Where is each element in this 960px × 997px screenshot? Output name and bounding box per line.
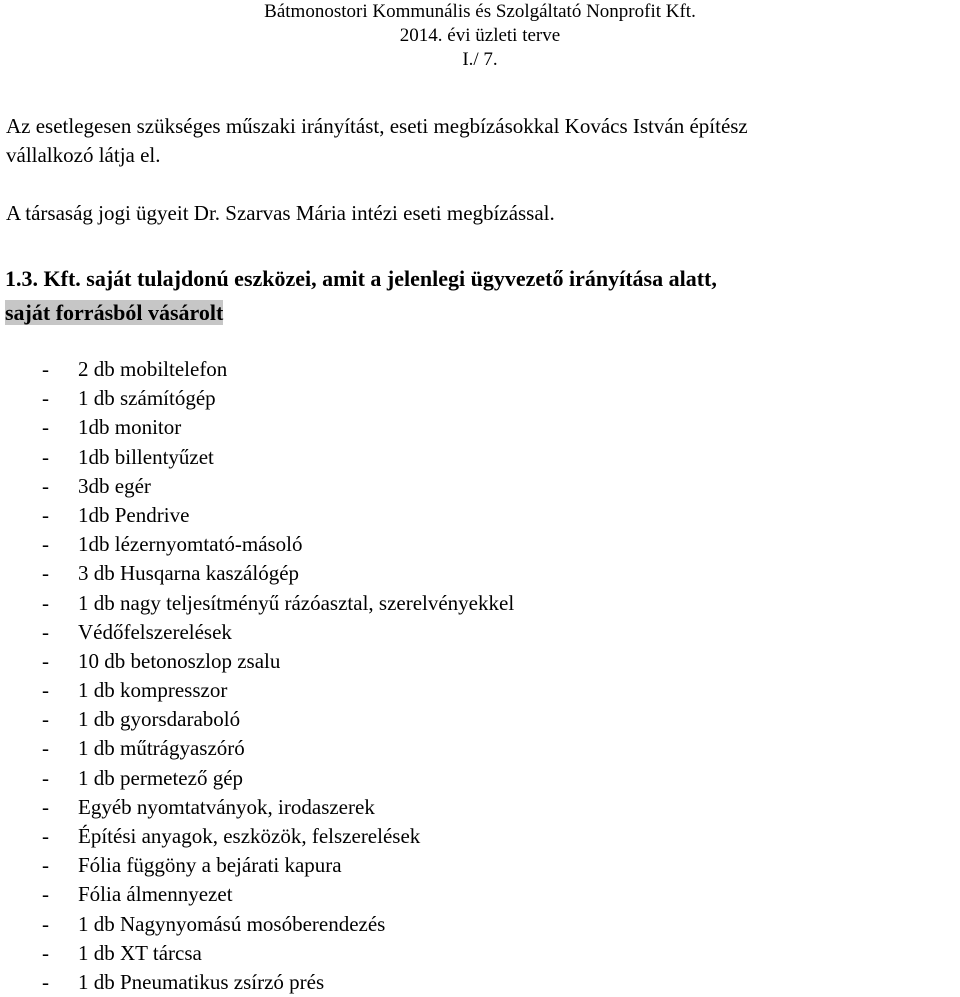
list-item-text: 1 db műtrágyaszóró xyxy=(78,736,245,761)
list-item-text: Védőfelszerelések xyxy=(78,619,232,644)
section-heading xyxy=(5,262,717,330)
list-item-text: 1 db XT tárcsa xyxy=(78,940,202,965)
company-name: Bátmonostori Kommunális és Szolgáltató Nonprofit Kft. xyxy=(264,1,696,22)
list-item-text: 3 db Husqarna kaszálógép xyxy=(78,561,300,586)
list-item-text: 1 db Pneumatikus zsírzó prés xyxy=(78,969,325,994)
list-bullet: - xyxy=(42,532,49,557)
list-item-text: 1db Pendrive xyxy=(78,502,190,527)
highlighted-heading-text: saját forrásból vásárolt xyxy=(5,300,224,325)
list-bullet: - xyxy=(42,824,49,848)
list-item-text: 10 db betonoszlop zsalu xyxy=(78,648,281,673)
list-bullet: - xyxy=(42,590,49,615)
list-item-text: 1 db Nagynyomású mosóberendezés xyxy=(78,911,386,936)
list-bullet: - xyxy=(42,386,49,411)
list-bullet: - xyxy=(42,736,49,761)
list-item-text: Építési anyagok, eszközök, felszerelések xyxy=(78,824,421,848)
list-item-text: Egyéb nyomtatványok, irodaszerek xyxy=(78,794,375,819)
list-bullet: - xyxy=(42,648,49,673)
list-item-text: 1 db permetező gép xyxy=(78,765,244,790)
list-bullet: - xyxy=(42,561,49,586)
list-item-text: Fólia függöny a bejárati kapura xyxy=(78,853,342,878)
list-bullet: - xyxy=(42,678,49,703)
list-bullet: - xyxy=(42,473,49,498)
list-item-text: 1db monitor xyxy=(78,415,182,440)
list-bullet: - xyxy=(42,415,49,440)
paragraph-line: vállalkozó látja el. xyxy=(6,143,161,167)
section-heading-line2 xyxy=(5,296,717,330)
list-bullet: - xyxy=(42,969,49,994)
list-item-text: 2 db mobiltelefon xyxy=(78,357,228,381)
list-bullet: - xyxy=(42,911,49,936)
list-item-text: 1db lézernyomtató-másoló xyxy=(78,532,303,557)
list-bullet: - xyxy=(42,707,49,732)
paragraph-line: Az esetlegesen szükséges műszaki irányítást, eseti megbízásokkal Kovács István építész xyxy=(6,114,748,138)
page-header xyxy=(0,0,960,72)
list-item-text: 1 db nagy teljesítményű rázóasztal, szerelvényekkel xyxy=(78,590,515,615)
list-item-text: 1 db kompresszor xyxy=(78,678,228,703)
list-bullet: - xyxy=(42,794,49,819)
list-bullet: - xyxy=(42,882,49,907)
plan-title: 2014. évi üzleti terve xyxy=(399,25,561,46)
list-item-text: 1db billentyűzet xyxy=(78,444,214,469)
list-bullet: - xyxy=(42,765,49,790)
list-bullet: - xyxy=(42,357,49,381)
page-number: I./ 7. xyxy=(462,49,498,70)
list-item-text: 1 db számítógép xyxy=(78,386,216,411)
paragraph-legal-affairs: A társaság jogi ügyeit Dr. Szarvas Mária intézi eseti megbízással. xyxy=(6,201,555,225)
paragraph-technical-direction xyxy=(6,112,748,170)
list-bullet: - xyxy=(42,619,49,644)
list-bullet: - xyxy=(42,853,49,878)
list-bullet: - xyxy=(42,444,49,469)
list-bullet: - xyxy=(42,502,49,527)
list-item-text: 3db egér xyxy=(78,473,151,498)
list-item-text: Fólia álmennyezet xyxy=(78,882,233,907)
list-bullet: - xyxy=(42,940,49,965)
section-heading-line1: 1.3. Kft. saját tulajdonú eszközei, amit a jelenlegi ügyvezető irányítása alatt, xyxy=(5,266,717,291)
list-item-text: 1 db gyorsdaraboló xyxy=(78,707,241,732)
